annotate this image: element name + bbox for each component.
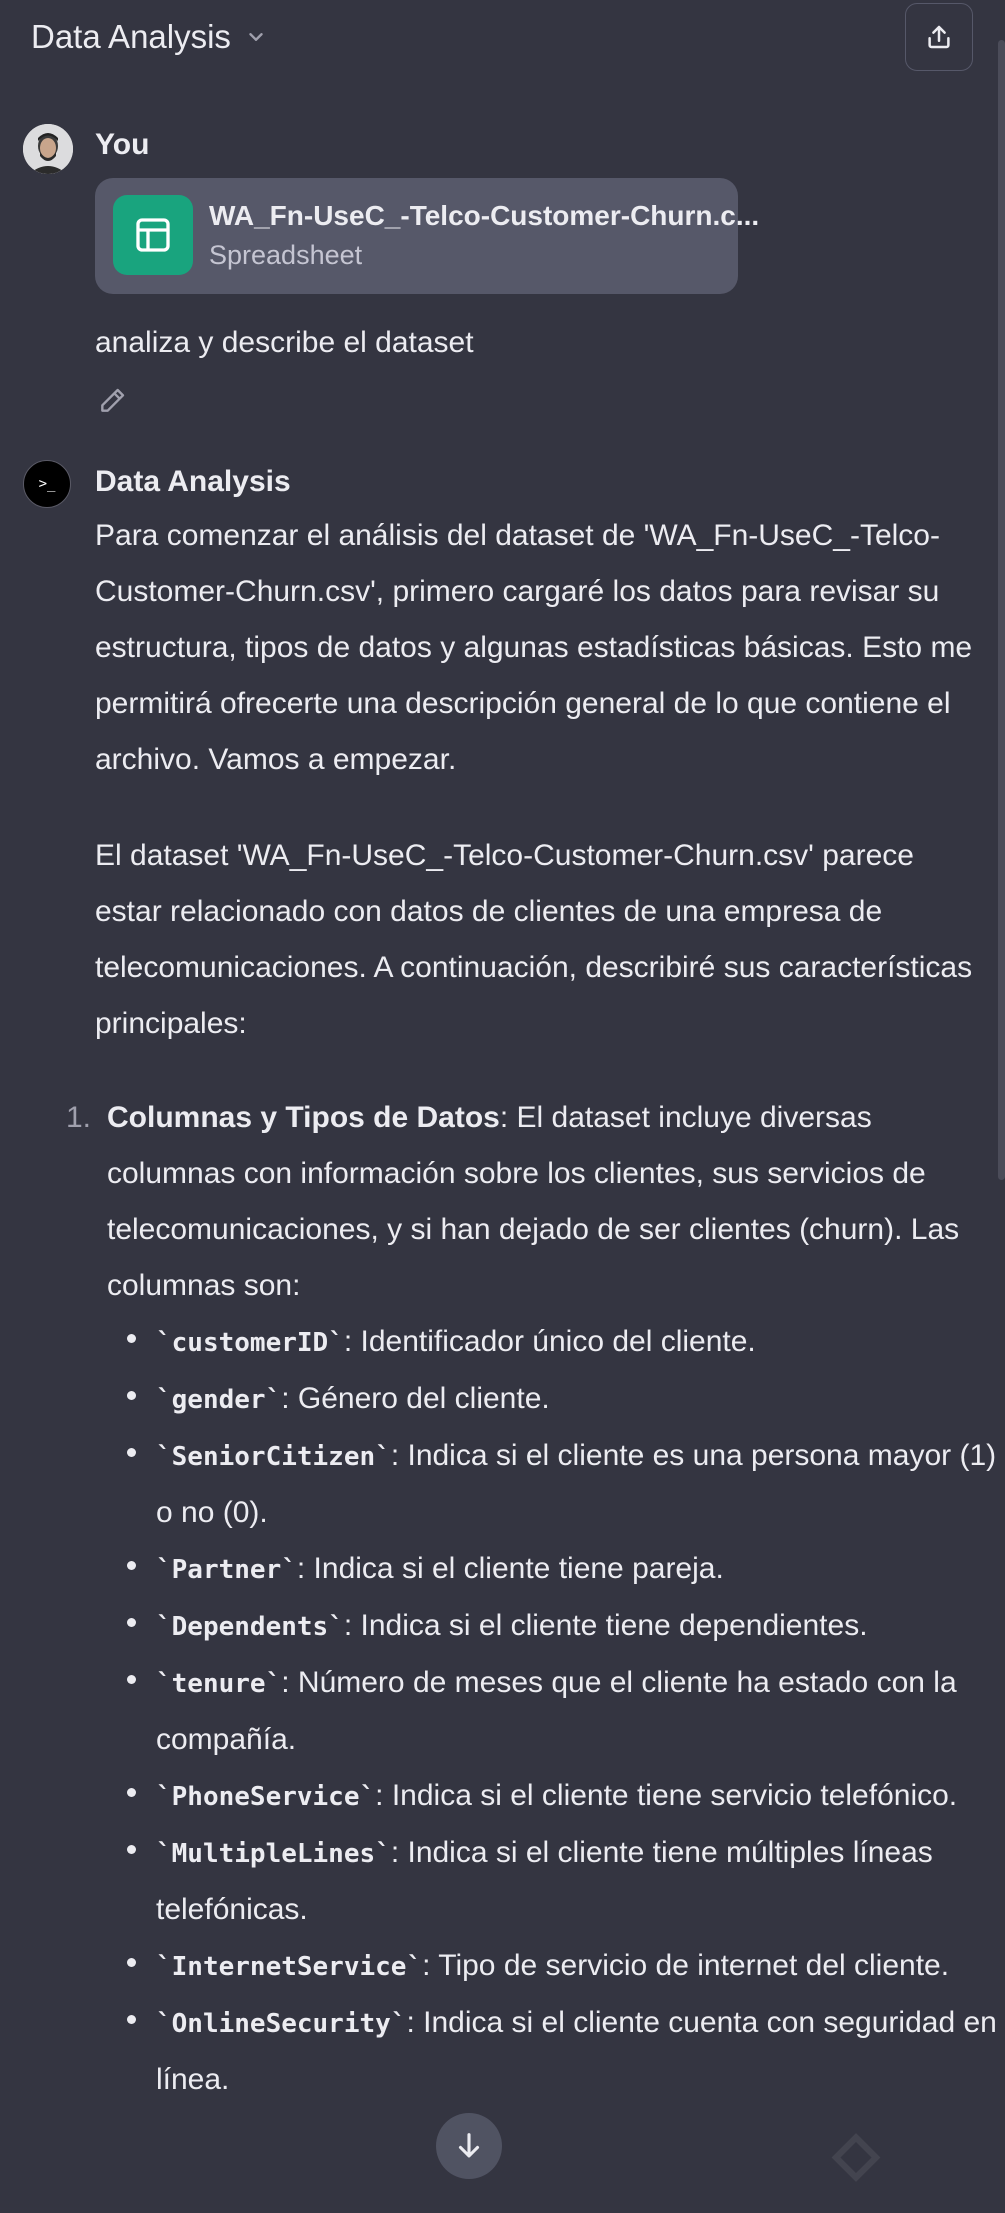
paragraph-text: Para comenzar el análisis del dataset de 'WA_Fn-UseC_-Telco-Customer-Churn.csv', primero cargaré los datos para revisar su estructura, tipos de datos y algunas estadísticas básicas. Esto me permitirá ofrecerte una descripción general de lo que contiene el archivo. Vamos a empezar.: [95, 519, 973, 776]
column-name-code: `Dependents`: [156, 1612, 344, 1642]
column-name-code: `InternetService`: [156, 1952, 423, 1982]
assistant-author-name: Data Analysis: [95, 465, 291, 498]
watermark-logo: [826, 2130, 976, 2190]
column-description: : Tipo de servicio de internet del cliente.: [422, 1949, 950, 1982]
column-description: : Género del cliente.: [281, 1382, 550, 1415]
user-photo: [23, 124, 73, 174]
column-list-item: [107, 1598, 1005, 1655]
column-list-item: [107, 1428, 1005, 1541]
column-name-code: `Partner`: [156, 1555, 297, 1585]
model-selector[interactable]: [31, 18, 267, 56]
user-author-name: You: [95, 128, 150, 161]
column-description: : Indica si el cliente es una persona mayor (1) o no (0).: [156, 1439, 997, 1529]
column-list-item: [107, 1938, 1005, 1995]
user-message-text: analiza y describe el dataset: [95, 326, 474, 359]
terminal-icon: >_: [38, 476, 56, 492]
column-list-item: [107, 1371, 1005, 1428]
column-list-item: [107, 1825, 1005, 1938]
column-description: : Número de meses que el cliente ha estado con la compañía.: [156, 1666, 957, 1756]
share-button[interactable]: [905, 3, 973, 71]
assistant-paragraph-2: [95, 828, 975, 1052]
top-bar: [0, 0, 1005, 80]
column-description: : Indica si el cliente tiene pareja.: [296, 1552, 724, 1585]
column-list-item: [107, 1314, 1005, 1371]
column-description: : Indica si el cliente cuenta con seguridad en línea.: [156, 2006, 997, 2096]
assistant-paragraph-1: [95, 508, 975, 788]
model-title: Data Analysis: [31, 18, 231, 55]
column-name-code: `tenure`: [156, 1669, 282, 1699]
column-description: : Indica si el cliente tiene servicio telefónico.: [375, 1779, 958, 1812]
pencil-icon[interactable]: [97, 384, 129, 416]
spreadsheet-icon: [113, 195, 193, 275]
ordered-list: [60, 1090, 997, 2108]
file-name: WA_Fn-UseC_-Telco-Customer-Churn.c...: [209, 200, 760, 231]
column-description: : Identificador único del cliente.: [343, 1325, 756, 1358]
arrow-down-icon: [452, 2129, 486, 2163]
paragraph-text: El dataset 'WA_Fn-UseC_-Telco-Customer-Churn.csv' parece estar relacionado con datos de clientes de una empresa de telecomunicaciones. A continuación, describiré sus características principales:: [95, 839, 973, 1040]
column-list-item: [107, 1995, 1005, 2108]
column-description: : Indica si el cliente tiene dependientes.: [343, 1609, 868, 1642]
column-name-code: `gender`: [156, 1385, 282, 1415]
list-item-heading: Columnas y Tipos de Datos: [107, 1101, 500, 1134]
scrollbar[interactable]: [998, 40, 1005, 1180]
list-item-text: : El dataset incluye diversas columnas con información sobre los clientes, sus servicios de telecomunicaciones, y si han dejado de ser clientes (churn). Las columnas son:: [107, 1101, 960, 1302]
file-type: Spreadsheet: [209, 240, 363, 270]
user-avatar: [23, 124, 73, 174]
column-list-item: [107, 1541, 1005, 1598]
column-list-item: [107, 1768, 1005, 1825]
assistant-avatar: [23, 460, 71, 508]
column-name-code: `OnlineSecurity`: [156, 2009, 407, 2039]
attached-file-card[interactable]: [95, 178, 760, 294]
scroll-to-bottom-button[interactable]: [436, 2113, 502, 2179]
list-number: 1.: [66, 1101, 92, 1134]
chevron-down-icon: [245, 26, 267, 48]
share-icon: [924, 22, 954, 52]
column-name-code: `SeniorCitizen`: [156, 1442, 391, 1472]
list-item: [60, 1090, 997, 2108]
column-list: [107, 1314, 997, 2108]
column-description: : Indica si el cliente tiene múltiples líneas telefónicas.: [156, 1836, 933, 1926]
column-name-code: `PhoneService`: [156, 1782, 376, 1812]
column-list-item: [107, 1655, 1005, 1768]
column-name-code: `customerID`: [156, 1328, 344, 1358]
column-name-code: `MultipleLines`: [156, 1839, 391, 1869]
